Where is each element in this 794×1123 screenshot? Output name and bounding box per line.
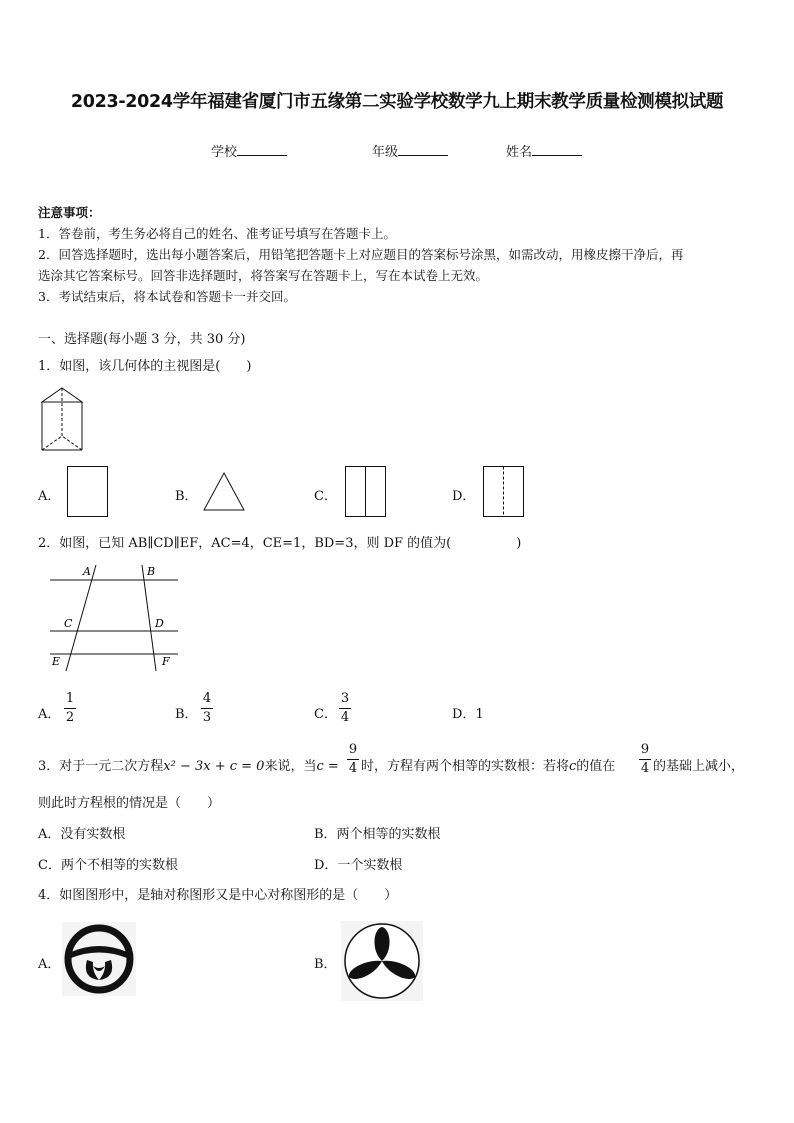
- q3-c-equals: c =: [316, 759, 339, 774]
- name-label: 姓名: [506, 145, 533, 160]
- q3-option-a: A．没有实数根: [38, 827, 126, 842]
- q2-option-a-label: A．: [38, 707, 61, 722]
- q2-option-d-value: 1: [475, 707, 484, 722]
- q1-prism-figure: [40, 386, 85, 452]
- q1-option-b-label: B．: [175, 489, 198, 504]
- school-field: [211, 141, 287, 160]
- q3-text-4: 的值在: [576, 759, 616, 774]
- fraction-numerator: 1: [65, 691, 75, 706]
- q2-parallel-lines-figure: [46, 561, 186, 673]
- q3-equation: x² − 3x + c = 0: [163, 759, 265, 774]
- q3-option-b: B．两个相等的实数根: [314, 827, 441, 842]
- q1-stem: 1．如图，该几何体的主视图是( ): [38, 359, 252, 374]
- q4-option-b-label: B．: [314, 957, 337, 972]
- q3-fraction-2: [639, 742, 651, 777]
- label-b: B: [147, 565, 156, 578]
- q2-option-c-fraction: [339, 691, 351, 726]
- label-c: C: [64, 617, 73, 630]
- q2-option-a-fraction: [64, 691, 76, 726]
- q3-text-3: 时，方程有两个相等的实数根：若将: [361, 759, 570, 774]
- q2-option-d: [452, 703, 484, 722]
- q1-option-c-label: C．: [314, 489, 337, 504]
- q1-option-a-label: A．: [38, 489, 61, 504]
- name-field: [506, 141, 582, 160]
- notice-item: 选涂其它答案标号。回答非选择题时，将答案写在答题卡上，写在本试卷上无效。: [38, 268, 489, 283]
- grade-field: [372, 141, 448, 160]
- grade-blank: [398, 143, 448, 156]
- q1-option-a-rectangle: [67, 466, 109, 518]
- fraction-numerator: 3: [340, 691, 350, 706]
- school-label: 学校: [211, 145, 238, 160]
- q2-option-b-fraction: [201, 691, 213, 726]
- q3-line1-b: [361, 755, 615, 774]
- q2-option-d-label: D．: [452, 707, 476, 722]
- fraction-denominator: 4: [640, 761, 650, 776]
- fraction-denominator: 4: [348, 761, 358, 776]
- q4-option-b-trefoil-icon: [341, 921, 423, 1001]
- label-a: A: [83, 565, 91, 578]
- q1-option-b-triangle: [203, 472, 245, 512]
- fraction-numerator: 9: [348, 742, 358, 757]
- q2-stem: 2．如图，已知 AB∥CD∥EF，AC=4，CE=1，BD=3，则 DF 的值为( ): [38, 536, 522, 551]
- q3-line2: 则此时方程根的情况是（ ）: [38, 796, 221, 811]
- q2-option-b-label: B．: [175, 707, 198, 722]
- grade-label: 年级: [372, 145, 399, 160]
- fraction-denominator: 4: [340, 710, 350, 725]
- q4-option-a-emblem-icon: [62, 922, 136, 996]
- name-blank: [532, 143, 582, 156]
- q3-option-c: C．两个不相等的实数根: [38, 858, 178, 873]
- fraction-numerator: 4: [202, 691, 212, 706]
- label-d: D: [155, 617, 164, 630]
- q1-option-d-dashed-rectangle: [483, 466, 525, 518]
- section-heading: 一、选择题(每小题 3 分，共 30 分): [38, 332, 246, 347]
- label-f: F: [162, 655, 170, 668]
- q3-text-2: 来说，当: [264, 759, 317, 774]
- page-title: 2023-2024学年福建省厦门市五缘第二实验学校数学九上期末教学质量检测模拟试题: [70, 92, 724, 112]
- q1-option-d-label: D．: [452, 489, 476, 504]
- q1-option-c-split-rectangle: [345, 466, 387, 518]
- q4-stem: 4．如图图形中，是轴对称图形又是中心对称图形的是（ ）: [38, 888, 398, 903]
- notice-item: 1．答卷前，考生务必将自己的姓名、准考证号填写在答题卡上。: [38, 226, 396, 241]
- notice-item: 2．回答选择题时，选出每小题答案后，用铅笔把答题卡上对应题目的答案标号涂黑，如需改动，用橡皮擦干净后，再: [38, 247, 684, 262]
- q2-option-c-label: C．: [314, 707, 337, 722]
- q3-text-5: 的基础上减小，: [653, 759, 745, 774]
- q4-option-a-label: A．: [38, 957, 61, 972]
- q3-fraction-1: [347, 742, 359, 777]
- q3-option-d: D．一个实数根: [314, 858, 403, 873]
- notice-item: 3．考试结束后，将本试卷和答题卡一并交回。: [38, 289, 296, 304]
- fraction-numerator: 9: [640, 742, 650, 757]
- fraction-denominator: 3: [202, 710, 212, 725]
- q3-c-var: c: [569, 759, 577, 774]
- fraction-denominator: 2: [65, 710, 75, 725]
- school-blank: [237, 143, 287, 156]
- q3-line1-a: [38, 755, 339, 774]
- label-e: E: [52, 655, 61, 668]
- q3-text-1: 3．对于一元二次方程: [38, 759, 164, 774]
- notice-heading: 注意事项：: [38, 205, 101, 220]
